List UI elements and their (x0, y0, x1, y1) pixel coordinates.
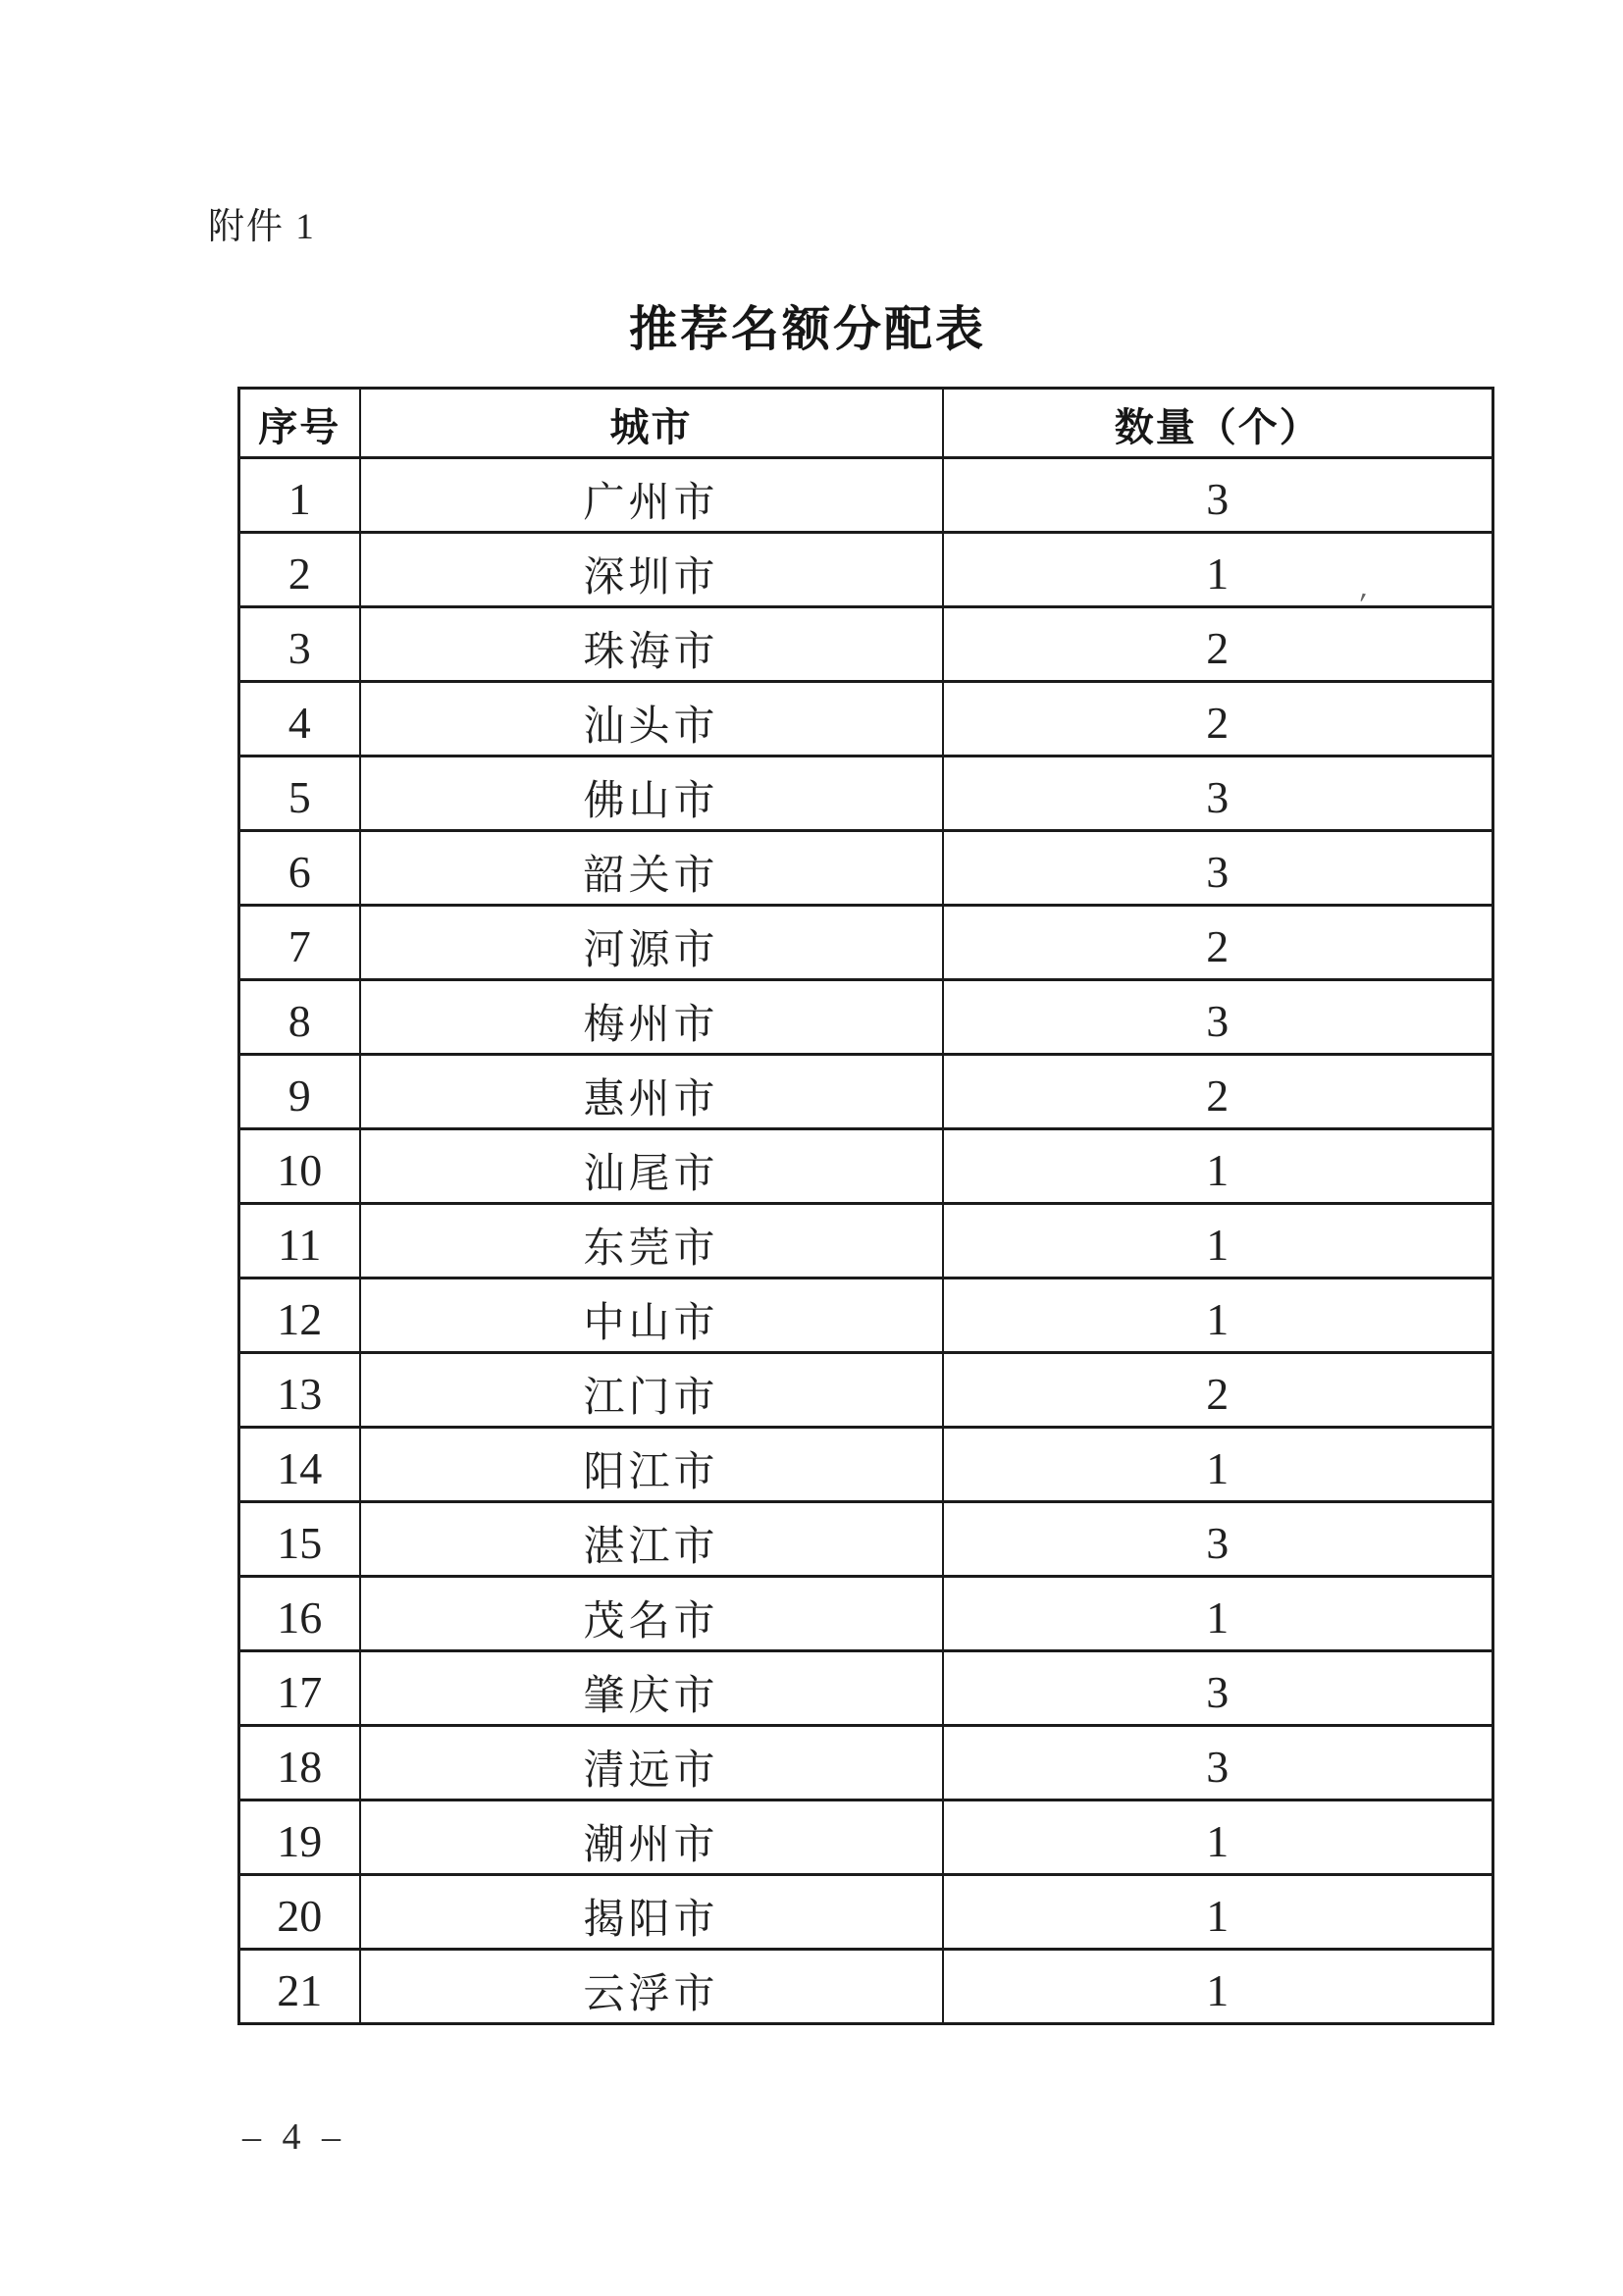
table-row (239, 682, 1493, 757)
city-cell: 湛江市 (360, 1502, 943, 1577)
attachment-label: 附件 1 (208, 207, 316, 247)
quantity-cell: 3 (943, 831, 1493, 906)
city-cell: 揭阳市 (360, 1875, 943, 1950)
city-cell: 江门市 (360, 1353, 943, 1428)
row-index-cell: 12 (239, 1278, 360, 1353)
city-cell: 清远市 (360, 1726, 943, 1800)
quantity-cell: 1 (943, 1204, 1493, 1278)
row-index-cell: 15 (239, 1502, 360, 1577)
city-cell: 深圳市 (360, 533, 943, 607)
city-cell: 韶关市 (360, 831, 943, 906)
city-cell: 中山市 (360, 1278, 943, 1353)
table-row (239, 1651, 1493, 1726)
row-index-cell: 20 (239, 1875, 360, 1950)
quantity-cell: 2 (943, 1055, 1493, 1129)
table-row (239, 906, 1493, 980)
quantity-cell: 2 (943, 682, 1493, 757)
table-row (239, 533, 1493, 607)
table-row (239, 1875, 1493, 1950)
city-cell: 佛山市 (360, 757, 943, 831)
table-row (239, 1204, 1493, 1278)
quantity-cell: 3 (943, 458, 1493, 533)
row-index-cell: 16 (239, 1577, 360, 1651)
row-index-cell: 17 (239, 1651, 360, 1726)
city-cell: 云浮市 (360, 1950, 943, 2024)
city-cell: 广州市 (360, 458, 943, 533)
quantity-cell: 3 (943, 1726, 1493, 1800)
scan-artifact-mark: ′ (1354, 586, 1369, 624)
quota-table-body (239, 458, 1493, 2024)
col-header-quantity: 数量（个） (943, 389, 1493, 458)
table-row (239, 1353, 1493, 1428)
row-index-cell: 6 (239, 831, 360, 906)
quantity-cell: 3 (943, 1502, 1493, 1577)
table-row (239, 1129, 1493, 1204)
quantity-cell: 2 (943, 906, 1493, 980)
quantity-cell: 1 (943, 533, 1493, 607)
quantity-cell: 1 (943, 1950, 1493, 2024)
row-index-cell: 3 (239, 607, 360, 682)
row-index-cell: 13 (239, 1353, 360, 1428)
table-row (239, 607, 1493, 682)
quantity-cell: 2 (943, 1353, 1493, 1428)
city-cell: 惠州市 (360, 1055, 943, 1129)
table-row (239, 980, 1493, 1055)
row-index-cell: 19 (239, 1800, 360, 1875)
city-cell: 潮州市 (360, 1800, 943, 1875)
table-row (239, 458, 1493, 533)
table-row (239, 1726, 1493, 1800)
row-index-cell: 21 (239, 1950, 360, 2024)
table-row (239, 1577, 1493, 1651)
city-cell: 东莞市 (360, 1204, 943, 1278)
table-row (239, 1502, 1493, 1577)
page-number: – 4 – (242, 2116, 340, 2158)
city-cell: 汕尾市 (360, 1129, 943, 1204)
table-row (239, 1055, 1493, 1129)
table-row (239, 1950, 1493, 2024)
quantity-cell: 1 (943, 1278, 1493, 1353)
table-row (239, 1278, 1493, 1353)
header-row (239, 389, 1493, 458)
city-cell: 梅州市 (360, 980, 943, 1055)
row-index-cell: 8 (239, 980, 360, 1055)
quantity-cell: 3 (943, 1651, 1493, 1726)
col-header-city: 城市 (360, 389, 943, 458)
city-cell: 河源市 (360, 906, 943, 980)
page-title: 推荐名额分配表 (628, 302, 986, 356)
quantity-cell: 1 (943, 1800, 1493, 1875)
quantity-cell: 1 (943, 1577, 1493, 1651)
row-index-cell: 1 (239, 458, 360, 533)
quantity-cell: 3 (943, 980, 1493, 1055)
city-cell: 肇庆市 (360, 1651, 943, 1726)
row-index-cell: 9 (239, 1055, 360, 1129)
col-header-index: 序号 (239, 389, 360, 458)
table-row (239, 831, 1493, 906)
quota-table (237, 387, 1494, 2025)
row-index-cell: 4 (239, 682, 360, 757)
quantity-cell: 3 (943, 757, 1493, 831)
row-index-cell: 11 (239, 1204, 360, 1278)
table-row (239, 757, 1493, 831)
city-cell: 汕头市 (360, 682, 943, 757)
row-index-cell: 5 (239, 757, 360, 831)
quantity-cell: 1 (943, 1875, 1493, 1950)
table-row (239, 1428, 1493, 1502)
row-index-cell: 14 (239, 1428, 360, 1502)
city-cell: 茂名市 (360, 1577, 943, 1651)
quantity-cell: 1 (943, 1428, 1493, 1502)
quota-table-header (239, 389, 1493, 458)
row-index-cell: 2 (239, 533, 360, 607)
city-cell: 珠海市 (360, 607, 943, 682)
quantity-cell: 2 (943, 607, 1493, 682)
quantity-cell: 1 (943, 1129, 1493, 1204)
row-index-cell: 10 (239, 1129, 360, 1204)
row-index-cell: 18 (239, 1726, 360, 1800)
city-cell: 阳江市 (360, 1428, 943, 1502)
row-index-cell: 7 (239, 906, 360, 980)
table-row (239, 1800, 1493, 1875)
